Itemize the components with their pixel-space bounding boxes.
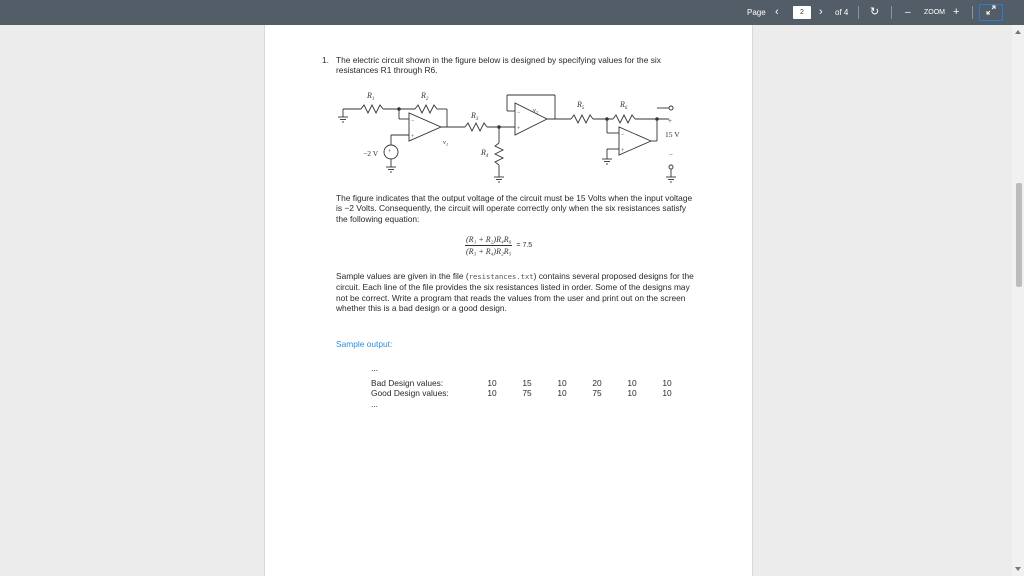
label-r1: $R_1$	[367, 91, 375, 102]
equation	[465, 235, 532, 256]
scroll-down-icon[interactable]	[1015, 567, 1021, 571]
rotate-icon[interactable]: ↻	[870, 6, 880, 18]
toolbar-divider	[891, 6, 892, 19]
zoom-label: ZOOM	[924, 9, 945, 16]
equation-denominator: (R₃ + R₄)R₂R₅	[466, 247, 512, 256]
label-source-plus: +	[388, 149, 392, 155]
ellipsis-top: ...	[371, 363, 378, 373]
row-label: Good Design values:	[371, 388, 449, 398]
page-count: of 4	[835, 8, 849, 17]
question-text: The electric circuit shown in the figure below is designed by specifying values for the six resistances R1 through R6.	[336, 55, 661, 76]
label-opamp3-plus: +	[621, 148, 625, 154]
scrollbar-thumb[interactable]	[1016, 183, 1022, 287]
row-label: Bad Design values:	[371, 377, 444, 388]
label-output-plus: +	[668, 117, 672, 125]
label-r2: $R_2$	[421, 91, 429, 102]
label-r5: $R_5$	[577, 100, 585, 111]
row-value: 10	[662, 388, 672, 398]
label-r6: $R_6$	[620, 100, 628, 111]
paragraph-text: Sample values are given in the file (	[336, 271, 469, 281]
page-label: Page	[747, 8, 766, 17]
scroll-up-icon[interactable]	[1015, 30, 1021, 34]
toolbar-divider	[972, 6, 973, 19]
label-opamp2-minus: −	[517, 110, 521, 116]
circuit-diagram	[335, 87, 695, 192]
label-source-voltage: −2 V	[363, 149, 379, 158]
question-number: 1.	[322, 55, 329, 65]
chevron-left-icon[interactable]: ‹	[775, 6, 779, 18]
label-r3: $R_3$	[471, 111, 479, 122]
row-value: 20	[592, 377, 602, 388]
fit-screen-icon[interactable]	[979, 4, 1003, 21]
paragraph-equation-intro: The figure indicates that the output voltage of the circuit must be 15 Volts when the input voltage is −2 Volts. Consequently, the circuit will operate correctly only when the six resistances satisfy the following equation:	[336, 193, 693, 224]
label-output-voltage: 15 V	[665, 130, 680, 139]
page-number-input[interactable]	[793, 6, 811, 19]
row-value: 10	[662, 377, 672, 388]
label-opamp1-minus: −	[411, 118, 415, 124]
row-value: 10	[627, 377, 637, 388]
row-value: 10	[557, 377, 567, 388]
equation-rhs: = 7.5	[516, 242, 533, 249]
label-output-minus: −	[669, 151, 673, 159]
label-opamp2-plus: +	[517, 126, 521, 132]
row-value: 10	[487, 377, 497, 388]
row-value: 10	[557, 388, 567, 398]
chevron-right-icon[interactable]: ›	[819, 6, 823, 18]
minus-icon[interactable]: –	[905, 7, 911, 18]
equation-numerator: (R₁ + R₂)R₄R₆	[466, 235, 512, 244]
label-opamp1-plus: +	[411, 134, 415, 140]
filename-code: resistances.txt	[468, 272, 534, 281]
ellipsis-bottom: ...	[371, 398, 378, 409]
label-v1: $v_1$	[443, 139, 449, 147]
document-page	[264, 25, 753, 576]
label-v2: $v_2$	[533, 107, 539, 115]
row-value: 15	[522, 377, 532, 388]
plus-icon[interactable]: +	[953, 6, 960, 18]
row-value: 10	[627, 388, 637, 398]
row-value: 75	[592, 388, 602, 398]
paragraph-sample-values	[336, 271, 698, 313]
table-row	[371, 377, 672, 389]
table-row	[371, 388, 672, 399]
row-value: 10	[487, 388, 497, 398]
scrollbar-track[interactable]	[1012, 25, 1024, 576]
toolbar-divider	[858, 6, 859, 19]
row-value: 75	[522, 388, 532, 398]
label-r4: $R_4$	[481, 148, 489, 159]
sample-output	[371, 363, 672, 409]
sample-output-label: Sample output:	[336, 339, 393, 349]
expand-arrows-icon	[986, 5, 996, 15]
label-opamp3-minus: −	[621, 132, 625, 138]
viewer-toolbar	[0, 0, 1024, 25]
paragraph-text: ) contains several proposed designs for the circuit. Each line of the file provides the six resistances listed in order. Some of the designs may not be correct. Write a program that reads the values from the user and print out on the screen whether this is a bad design or a good design.	[336, 271, 694, 313]
